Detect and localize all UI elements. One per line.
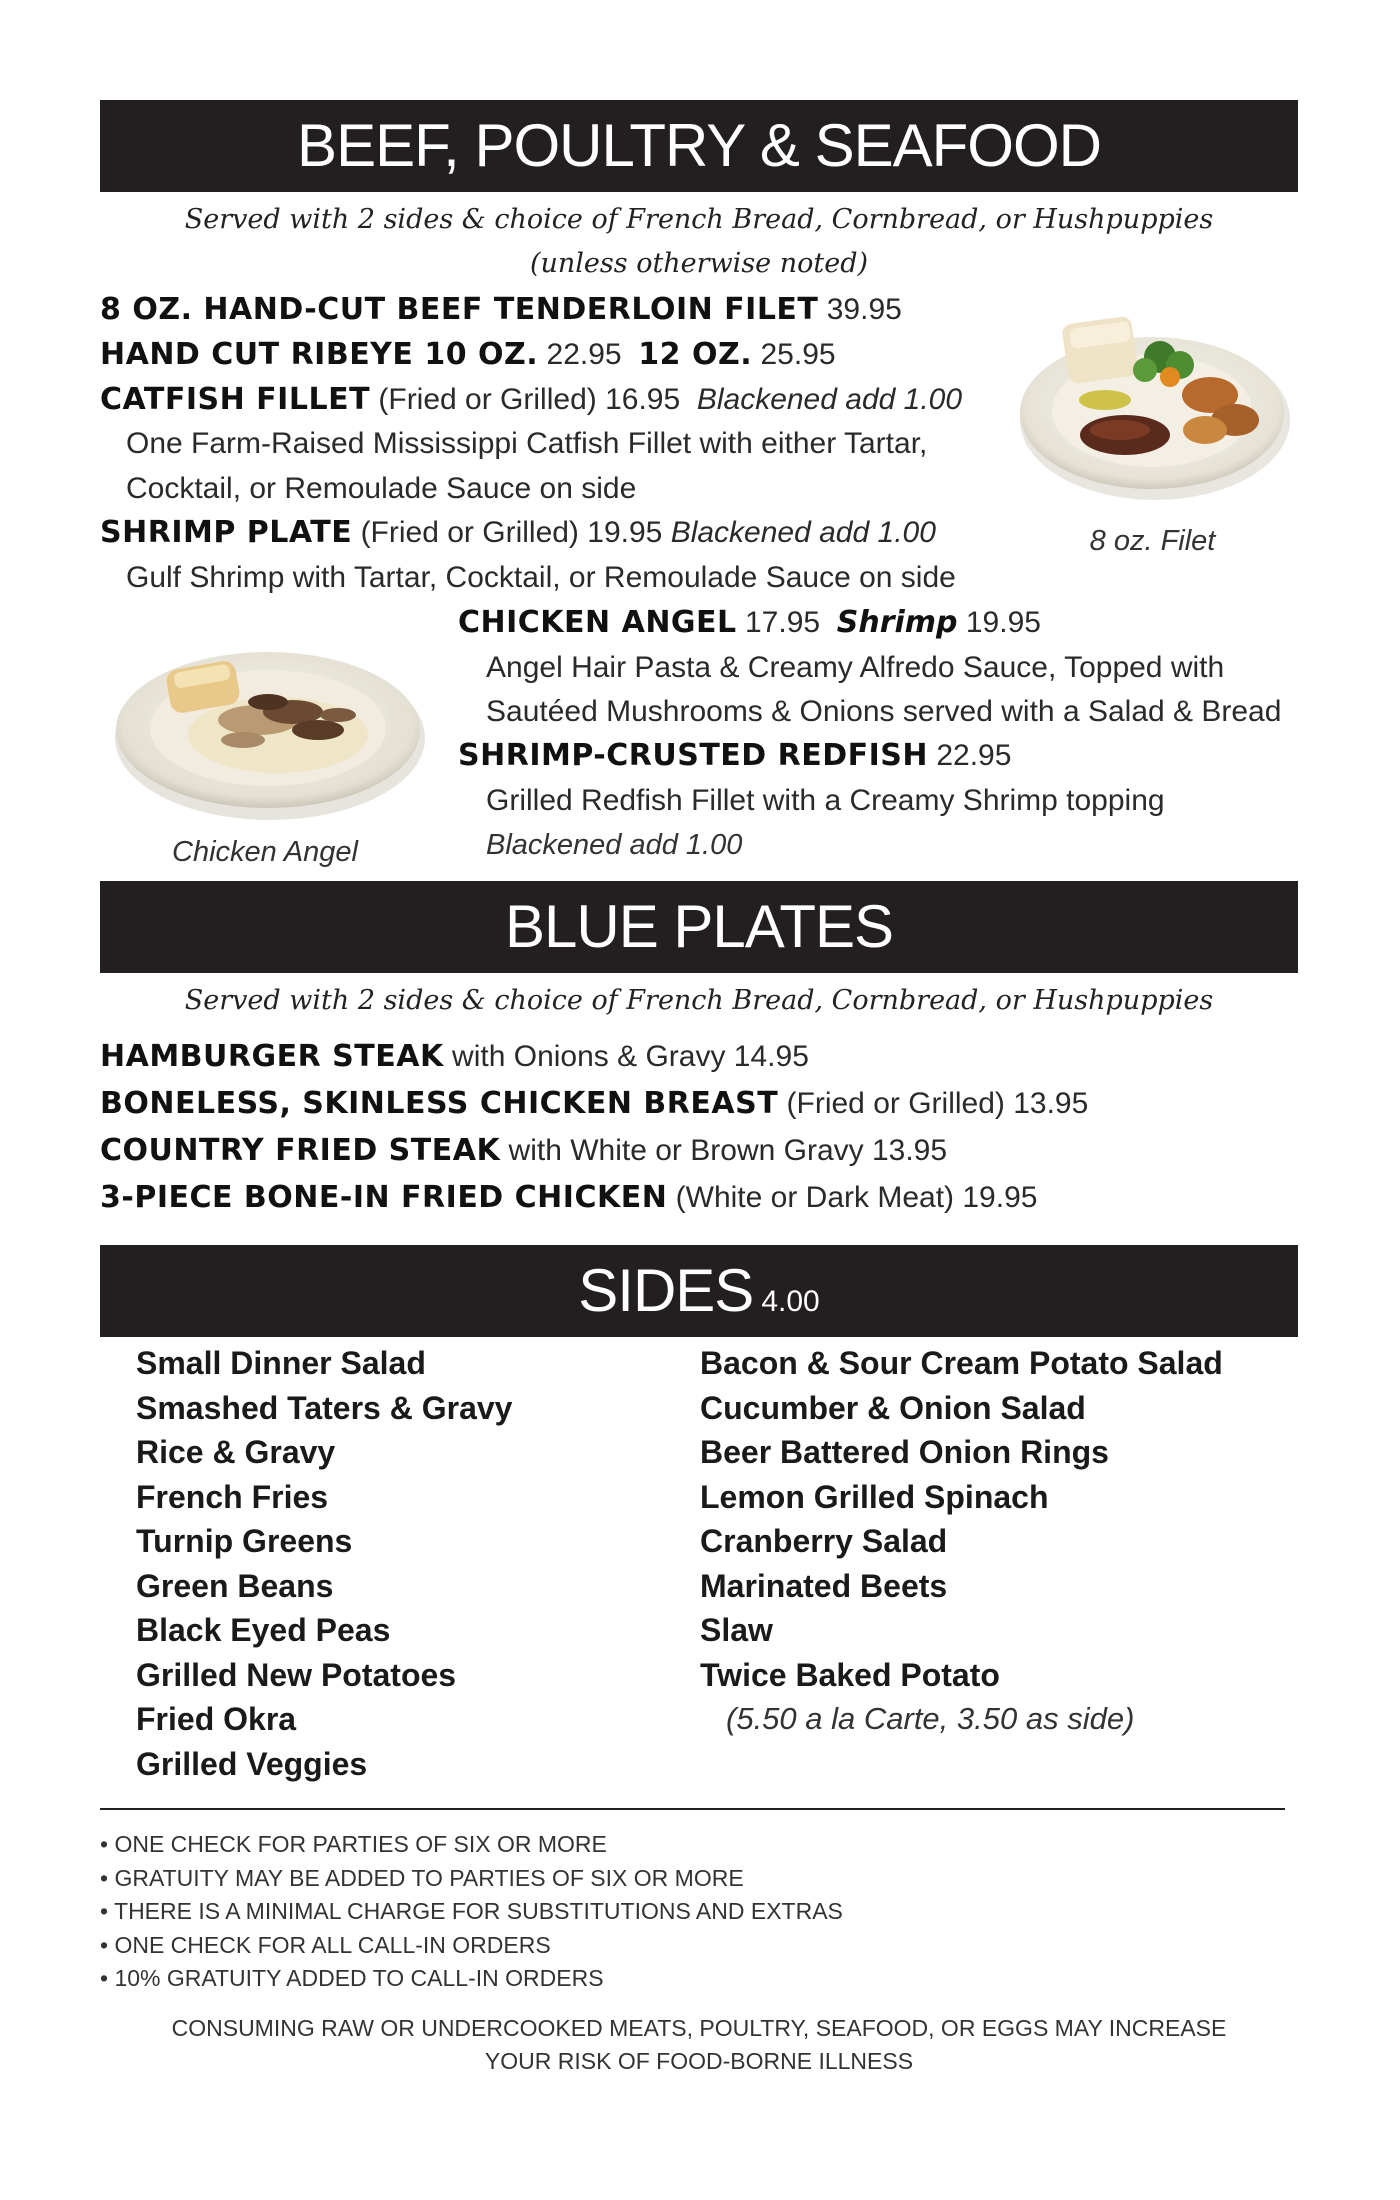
item-price: 22.95 — [546, 338, 622, 371]
item-description: Sautéed Mushrooms & Onions served with a Salad & Bread — [486, 695, 1282, 728]
section-title: BEEF, POULTRY & SEAFOOD — [297, 112, 1101, 179]
list-item: Green Beans — [136, 1567, 334, 1604]
item-description: Angel Hair Pasta & Creamy Alfredo Sauce, Topped with — [486, 651, 1225, 684]
menu-item-chicken-angel — [458, 603, 1041, 643]
list-item: Lemon Grilled Spinach — [700, 1478, 1049, 1515]
item-size: 12 OZ. — [638, 337, 753, 372]
list-item: Cranberry Salad — [700, 1523, 948, 1559]
item-detail: (Fried or Grilled) 13.95 — [786, 1087, 1089, 1120]
menu-item-blue-plate — [100, 1178, 1037, 1218]
item-name: SHRIMP PLATE — [100, 515, 353, 550]
item-name: BONELESS, SKINLESS CHICKEN BREAST — [100, 1086, 779, 1121]
item-name: COUNTRY FRIED STEAK — [100, 1133, 501, 1168]
item-price: 39.95 — [826, 293, 902, 326]
divider — [100, 1808, 1285, 1810]
item-detail: with Onions & Gravy 14.95 — [452, 1040, 809, 1073]
section-note: Served with 2 sides & choice of French Bread, Cornbread, or Hushpuppies — [184, 204, 1214, 235]
menu-item-catfish — [100, 380, 962, 420]
item-name: CATFISH FILLET — [100, 382, 371, 417]
item-name: HAND CUT RIBEYE 10 OZ. — [100, 337, 539, 372]
section-header-blue-plates — [100, 881, 1298, 973]
item-name: 8 OZ. HAND-CUT BEEF TENDERLOIN FILET — [100, 292, 819, 327]
item-name: HAMBURGER STEAK — [100, 1039, 444, 1074]
item-name: 3-PIECE BONE-IN FRIED CHICKEN — [100, 1180, 668, 1215]
list-item: Slaw — [700, 1612, 773, 1648]
menu-item-blue-plate — [100, 1084, 1088, 1124]
list-item: Cucumber & Onion Salad — [700, 1389, 1086, 1426]
item-extra: Blackened add 1.00 — [486, 829, 743, 861]
health-warning-line: CONSUMING RAW OR UNDERCOOKED MEATS, POULTRY, SEAFOOD, OR EGGS MAY INCREASE — [171, 2015, 1227, 2041]
section-note: Served with 2 sides & choice of French Bread, Cornbread, or Hushpuppies — [184, 985, 1214, 1016]
list-item-note: (5.50 a la Carte, 3.50 as side) — [726, 1701, 1135, 1736]
item-name: CHICKEN ANGEL — [458, 605, 737, 640]
item-detail: (Fried or Grilled) 19.95 — [360, 516, 663, 549]
item-extra: Blackened add 1.00 — [670, 516, 936, 549]
policy-item: • THERE IS A MINIMAL CHARGE FOR SUBSTITUTIONS AND EXTRAS — [100, 1898, 843, 1924]
list-item: Marinated Beets — [700, 1567, 948, 1604]
menu-item-shrimp-plate — [100, 513, 936, 553]
policy-item: • GRATUITY MAY BE ADDED TO PARTIES OF SIX OR MORE — [100, 1864, 744, 1891]
list-item: Grilled New Potatoes — [136, 1656, 457, 1693]
section-header-beef-poultry-seafood — [100, 100, 1298, 192]
sides-list-right — [700, 1341, 1223, 1741]
list-item: Fried Okra — [136, 1701, 297, 1737]
item-description: Cocktail, or Remoulade Sauce on side — [126, 472, 637, 505]
policy-item: • ONE CHECK FOR PARTIES OF SIX OR MORE — [100, 1831, 607, 1857]
chicken-angel-plate-image — [108, 620, 428, 830]
section-header-sides — [100, 1245, 1298, 1337]
policy-item: • ONE CHECK FOR ALL CALL-IN ORDERS — [100, 1931, 551, 1958]
list-item: Twice Baked Potato — [700, 1656, 1000, 1693]
item-price: 25.95 — [760, 338, 836, 371]
list-item: Bacon & Sour Cream Potato Salad — [700, 1345, 1223, 1381]
chicken-angel-photo-caption: Chicken Angel — [172, 836, 358, 868]
filet-plate-image — [1010, 295, 1295, 520]
section-title: SIDES — [578, 1257, 754, 1324]
list-item: French Fries — [136, 1478, 329, 1515]
item-extra: Blackened add 1.00 — [696, 383, 963, 416]
sides-price: 4.00 — [761, 1285, 820, 1318]
list-item: Turnip Greens — [136, 1523, 353, 1559]
list-item: Rice & Gravy — [136, 1434, 336, 1470]
filet-photo — [1010, 295, 1295, 520]
item-description: Grilled Redfish Fillet with a Creamy Shrimp topping — [486, 784, 1165, 817]
item-variant: Shrimp — [836, 605, 958, 640]
sides-list-left — [136, 1341, 512, 1786]
menu-item-ribeye — [100, 335, 836, 375]
health-warning — [100, 2012, 1298, 2078]
item-price: 22.95 — [936, 739, 1012, 772]
item-price: 17.95 — [745, 606, 821, 639]
menu-item-blue-plate — [100, 1037, 809, 1077]
section-title: BLUE PLATES — [504, 893, 894, 960]
list-item: Small Dinner Salad — [136, 1345, 426, 1381]
list-item: Smashed Taters & Gravy — [136, 1389, 513, 1426]
filet-photo-caption: 8 oz. Filet — [1089, 525, 1216, 557]
chicken-angel-photo — [108, 620, 428, 830]
item-description: Gulf Shrimp with Tartar, Cocktail, or Remoulade Sauce on side — [126, 561, 956, 594]
item-description: One Farm-Raised Mississippi Catfish Fillet with either Tartar, — [126, 427, 928, 460]
item-detail: (Fried or Grilled) 16.95 — [378, 383, 681, 416]
item-variant-price: 19.95 — [965, 606, 1041, 639]
item-detail: with White or Brown Gravy 13.95 — [508, 1134, 948, 1167]
list-item: Grilled Veggies — [136, 1745, 368, 1782]
policy-list — [100, 1828, 843, 1996]
menu-item-blue-plate — [100, 1131, 947, 1171]
list-item: Black Eyed Peas — [136, 1612, 391, 1648]
list-item: Beer Battered Onion Rings — [700, 1434, 1109, 1470]
item-name: SHRIMP-CRUSTED REDFISH — [458, 738, 928, 773]
menu-item-redfish — [458, 736, 1011, 776]
health-warning-line: YOUR RISK OF FOOD-BORNE ILLNESS — [484, 2048, 914, 2074]
menu-item-filet — [100, 290, 902, 330]
item-detail: (White or Dark Meat) 19.95 — [675, 1181, 1038, 1214]
policy-item: • 10% GRATUITY ADDED TO CALL-IN ORDERS — [100, 1965, 604, 1991]
section-note-sub: (unless otherwise noted) — [529, 248, 869, 279]
